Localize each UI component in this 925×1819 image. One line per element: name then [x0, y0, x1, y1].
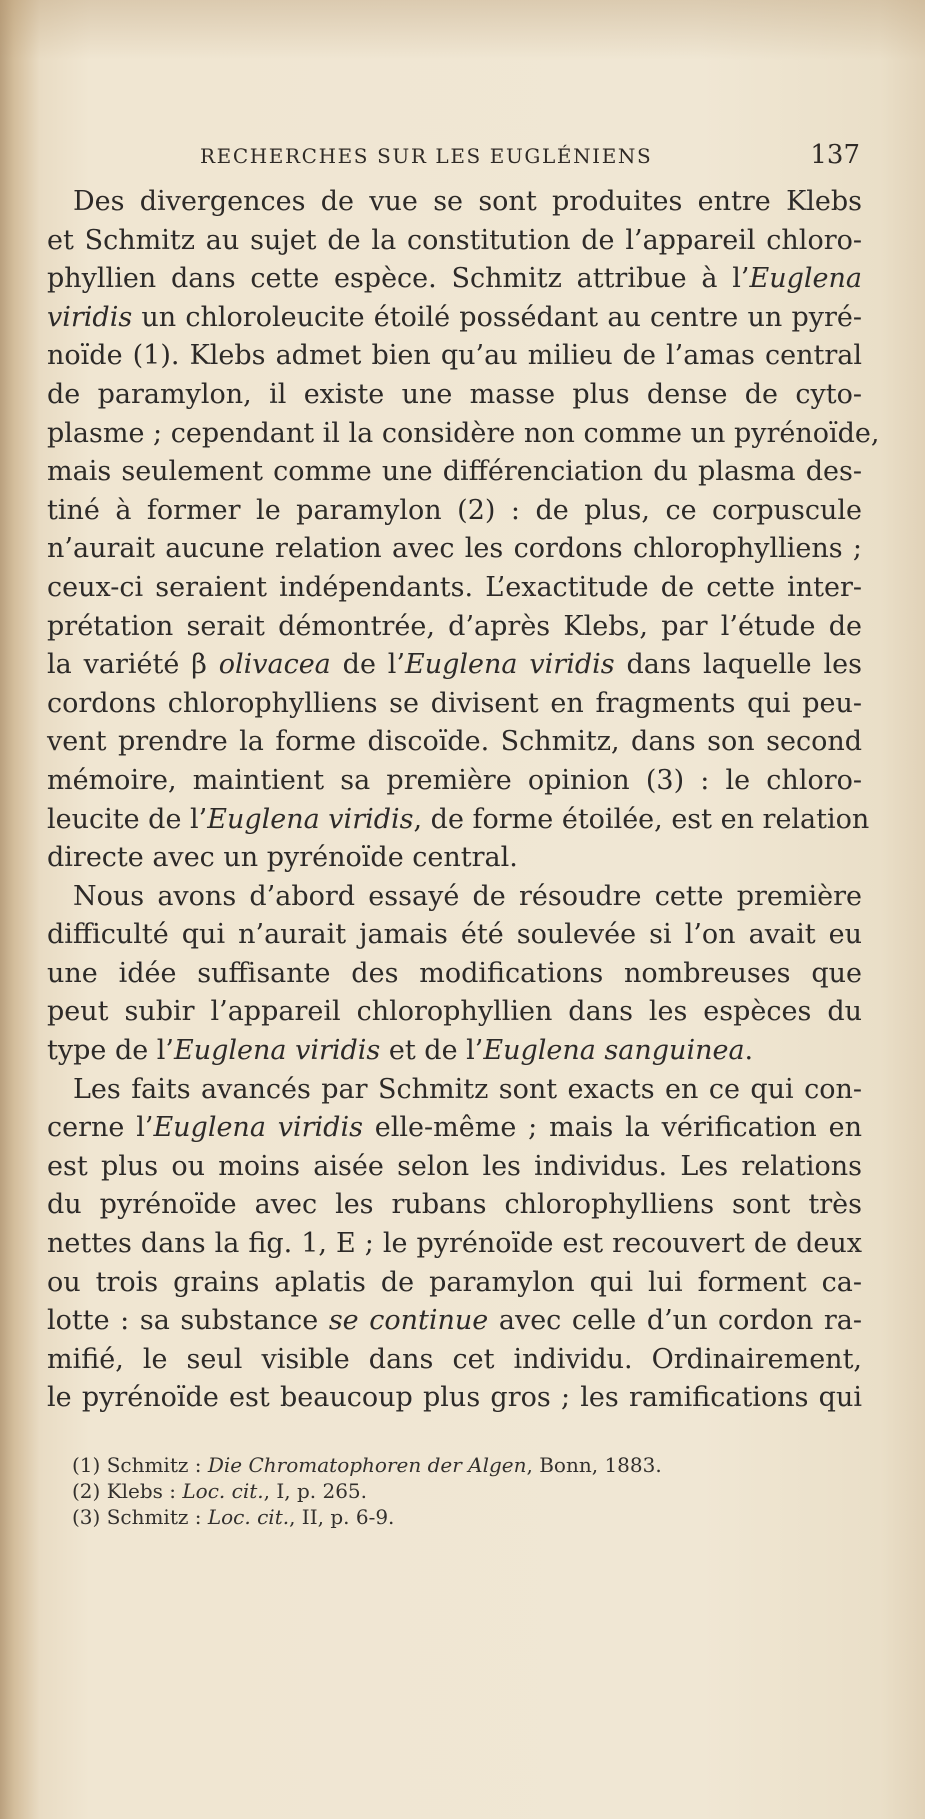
- italic-text: viridis: [47, 301, 133, 333]
- text-line: [47, 1225, 862, 1264]
- text-line: [47, 801, 870, 840]
- text-run: (1) Schmitz :: [72, 1453, 208, 1477]
- text-run: avec celle d’un cordon ra-: [488, 1305, 862, 1337]
- text-run: elle-même ; mais la vérification en: [362, 1112, 862, 1144]
- text-line: [47, 916, 862, 955]
- text-line: [47, 337, 862, 376]
- text-line: [47, 1302, 862, 1341]
- text-run: et de l’: [380, 1035, 484, 1067]
- text-run: de l’: [330, 649, 406, 681]
- text-line: [47, 1109, 862, 1148]
- text-run: prétation serait démontrée, d’après Klebs, par l’étude de: [47, 610, 862, 642]
- text-run: peut subir l’appareil chlorophyllien dans les espèces du: [47, 996, 862, 1028]
- text-run: de paramylon, il existe une masse plus dense de cyto-: [47, 378, 862, 410]
- text-run: (3) Schmitz :: [72, 1505, 208, 1529]
- text-run: plasme ; cependant il la considère non comme un pyrénoïde,: [47, 417, 880, 449]
- page-number: 137: [810, 140, 860, 170]
- text-run: directe avec un pyrénoïde central.: [47, 842, 518, 874]
- text-run: n’aurait aucune relation avec les cordons chlorophylliens ;: [47, 533, 862, 565]
- text-run: mifié, le seul visible dans cet individu. Ordinairement,: [47, 1343, 862, 1375]
- text-line: [47, 955, 862, 994]
- italic-text: Euglena viridis: [405, 649, 615, 681]
- body-text: [47, 183, 880, 1418]
- text-run: est plus ou moins aisée selon les individus. Les relations: [47, 1150, 862, 1182]
- text-run: cerne l’: [47, 1112, 154, 1144]
- text-line: [47, 1341, 862, 1380]
- text-line: [47, 569, 862, 608]
- text-line: [47, 839, 862, 878]
- text-run: , I, p. 265.: [263, 1479, 368, 1503]
- text-line: [47, 762, 862, 801]
- italic-text: Euglena viridis: [207, 803, 414, 835]
- text-run: phyllien dans cette espèce. Schmitz attribue à l’: [47, 263, 750, 295]
- italic-text: Euglena viridis: [153, 1112, 363, 1144]
- text-line: [47, 1148, 862, 1187]
- italic-text: Euglena: [749, 263, 862, 295]
- text-run: du pyrénoïde avec les rubans chlorophylliens sont très: [47, 1189, 862, 1221]
- text-run: , Bonn, 1883.: [526, 1453, 662, 1477]
- text-line: [47, 1186, 862, 1225]
- text-run: cordons chlorophylliens se divisent en fragments qui peu-: [47, 687, 862, 719]
- text-run: mais seulement comme une différenciation du plasma des-: [47, 456, 862, 488]
- text-line: [47, 376, 862, 415]
- text-line: [47, 183, 862, 222]
- text-line: [47, 723, 862, 762]
- footnote: [72, 1452, 792, 1478]
- text-line: [47, 299, 862, 338]
- running-head: RECHERCHES SUR LES EUGLÉNIENS: [200, 144, 653, 168]
- text-run: la variété β: [47, 649, 219, 681]
- text-line: [47, 685, 862, 724]
- text-line: [47, 492, 862, 531]
- text-run: leucite de l’: [47, 803, 208, 835]
- italic-text: Die Chromatophoren der Algen: [207, 1453, 527, 1477]
- text-run: tiné à former le paramylon (2) : de plus, ce corpuscule: [47, 494, 862, 526]
- text-run: Des divergences de vue se sont produites entre Klebs: [73, 186, 862, 217]
- italic-text: Loc. cit.: [207, 1505, 290, 1529]
- text-line: [47, 1032, 862, 1071]
- text-run: une idée suffisante des modifications nombreuses que: [47, 957, 862, 989]
- text-line: [47, 260, 862, 299]
- text-run: et Schmitz au sujet de la constitution de l’appareil chloro-: [47, 224, 862, 256]
- text-line: [47, 1264, 862, 1303]
- text-run: un chloroleucite étoilé possédant au centre un pyré-: [132, 301, 862, 333]
- footnote: [72, 1478, 792, 1504]
- text-run: , II, p. 6-9.: [289, 1505, 395, 1529]
- text-run: ou trois grains aplatis de paramylon qui lui forment ca-: [47, 1266, 862, 1298]
- text-line: [47, 415, 880, 454]
- page-header: [200, 140, 860, 180]
- text-run: le pyrénoïde est beaucoup plus gros ; les ramifications qui: [47, 1382, 862, 1414]
- text-line: [47, 646, 862, 685]
- text-run: vent prendre la forme discoïde. Schmitz, dans son second: [47, 726, 862, 758]
- text-run: difficulté qui n’aurait jamais été soulevée si l’on avait eu: [47, 919, 862, 951]
- text-line: [47, 993, 862, 1032]
- text-run: dans laquelle les: [614, 649, 862, 681]
- text-run: Les faits avancés par Schmitz sont exacts en ce qui con-: [73, 1073, 862, 1105]
- italic-text: olivacea: [218, 649, 331, 681]
- text-run: .: [744, 1035, 754, 1067]
- text-line: [47, 222, 862, 261]
- text-line: [47, 1379, 862, 1418]
- italic-text: se continue: [328, 1305, 489, 1337]
- text-run: , de forme étoilée, est en relation: [413, 803, 870, 835]
- text-line: [47, 1071, 862, 1110]
- text-run: ceux-ci seraient indépendants. L’exactitude de cette inter-: [47, 571, 862, 603]
- text-run: Nous avons d’abord essayé de résoudre cette première: [73, 880, 862, 912]
- text-run: mémoire, maintient sa première opinion (3) : le chloro-: [47, 764, 862, 796]
- text-run: lotte : sa substance: [47, 1305, 329, 1337]
- italic-text: Euglena viridis: [174, 1035, 381, 1067]
- text-run: noïde (1). Klebs admet bien qu’au milieu de l’amas central: [47, 340, 862, 372]
- text-run: (2) Klebs :: [72, 1479, 183, 1503]
- footnote: [72, 1504, 792, 1530]
- italic-text: Loc. cit.: [182, 1479, 264, 1503]
- text-run: nettes dans la fig. 1, E ; le pyrénoïde est recouvert de deux: [47, 1228, 862, 1260]
- footnotes: [72, 1452, 792, 1530]
- italic-text: Euglena sanguinea: [483, 1035, 745, 1067]
- text-line: [47, 608, 862, 647]
- text-line: [47, 453, 862, 492]
- text-line: [47, 878, 862, 917]
- text-run: type de l’: [47, 1035, 175, 1067]
- text-line: [47, 530, 862, 569]
